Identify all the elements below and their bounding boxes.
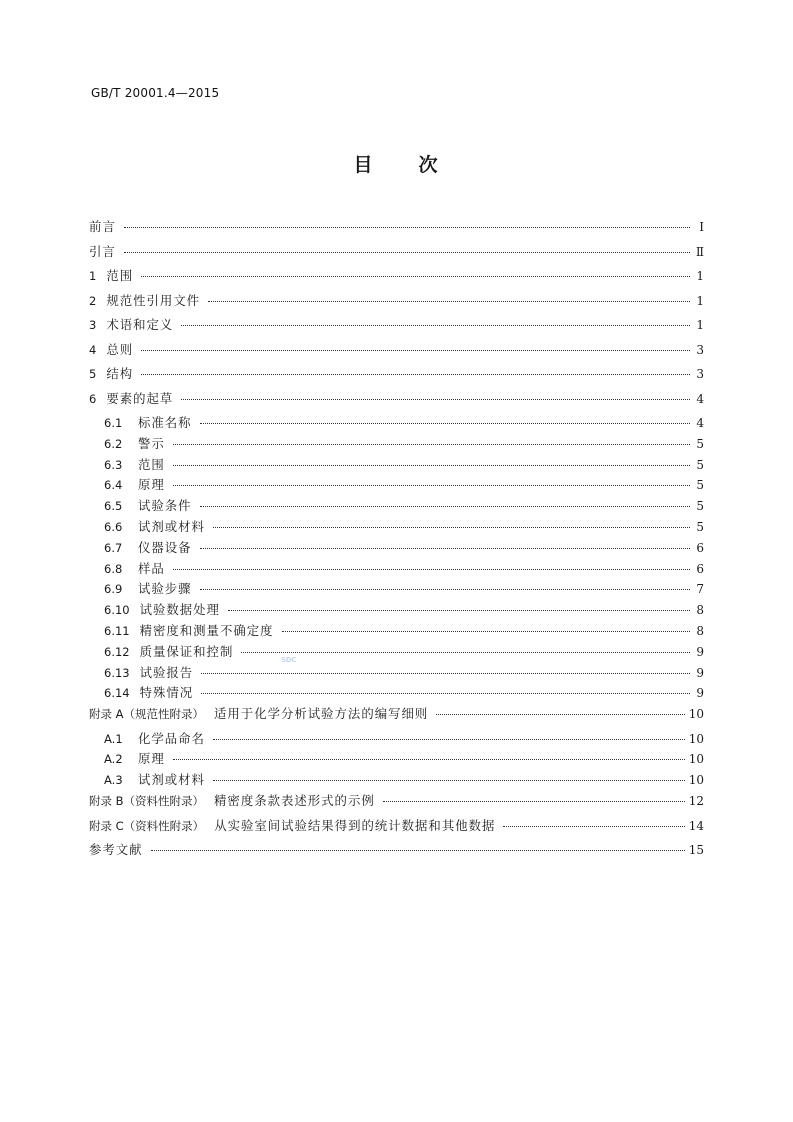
- toc-entry-number: 6: [89, 391, 97, 406]
- toc-entry-label: 化学品命名: [138, 730, 205, 746]
- toc-entry-label: 仪器设备: [138, 539, 192, 555]
- toc-entry-number: 6.1: [104, 416, 123, 430]
- dot-leader: [208, 301, 690, 302]
- dot-leader: [200, 548, 690, 549]
- toc-entry[interactable]: [89, 749, 704, 770]
- dot-leader: [151, 850, 685, 851]
- toc-entry-number: 附录 A（规范性附录）: [89, 707, 205, 722]
- dot-leader: [141, 374, 690, 375]
- toc-entry-number: 4: [89, 342, 97, 357]
- table-of-contents: [89, 217, 704, 865]
- toc-entry-label: 质量保证和控制: [139, 643, 234, 659]
- toc-entry-page: 5: [696, 478, 704, 493]
- toc-entry-number: 6.8: [104, 561, 123, 576]
- toc-entry[interactable]: [89, 291, 704, 316]
- toc-entry-number: 5: [89, 367, 97, 381]
- dot-leader: [282, 631, 690, 632]
- toc-entry-page: 4: [696, 416, 704, 430]
- toc-entry[interactable]: [89, 683, 704, 704]
- toc-entry-page: 10: [688, 773, 704, 788]
- toc-entry-label: 结构: [106, 366, 134, 381]
- toc-entry-label: 参考文献: [89, 842, 143, 858]
- title-char-2: 次: [418, 154, 440, 176]
- toc-entry-number: 6.12: [104, 644, 130, 659]
- toc-entry[interactable]: [89, 770, 704, 791]
- toc-entry[interactable]: [89, 791, 704, 816]
- toc-entry[interactable]: [89, 455, 704, 476]
- dot-leader: [503, 826, 684, 827]
- toc-entry-page: 9: [696, 644, 704, 659]
- toc-entry-page: 3: [696, 342, 704, 357]
- toc-entry-number: 1: [89, 269, 97, 283]
- toc-entry-page: 1: [696, 269, 704, 283]
- dot-leader: [141, 350, 690, 351]
- toc-entry-page: 5: [696, 436, 704, 451]
- toc-entry-page: 8: [696, 603, 704, 618]
- toc-entry-label: 样品: [138, 560, 165, 576]
- toc-entry[interactable]: [89, 413, 704, 434]
- dot-leader: [124, 252, 690, 253]
- toc-entry-label: 术语和定义: [106, 317, 174, 332]
- toc-entry[interactable]: [89, 538, 704, 559]
- dot-leader: [228, 610, 690, 611]
- dot-leader: [200, 506, 690, 507]
- toc-entry-number: 3: [89, 318, 97, 332]
- dot-leader: [383, 801, 685, 802]
- toc-entry-label: 引言: [89, 243, 116, 259]
- toc-entry[interactable]: [89, 517, 704, 538]
- toc-entry[interactable]: [89, 559, 704, 580]
- toc-entry-label: 范围: [138, 456, 165, 472]
- toc-entry-number: A.3: [104, 773, 123, 788]
- toc-entry[interactable]: [89, 496, 704, 517]
- toc-entry-page: 14: [688, 818, 704, 833]
- dot-leader: [201, 693, 690, 694]
- toc-entry[interactable]: [89, 840, 704, 865]
- toc-entry-label: 精密度条款表述形式的示例: [214, 793, 375, 809]
- toc-entry-page: 10: [688, 707, 704, 722]
- dot-leader: [181, 325, 690, 326]
- toc-entry-label: 总则: [106, 341, 134, 357]
- toc-entry-label: 警示: [138, 435, 165, 451]
- toc-entry-page: 10: [688, 731, 704, 746]
- toc-entry-label: 试验步骤: [138, 581, 192, 597]
- toc-entry-page: 15: [688, 843, 704, 858]
- dot-leader: [200, 423, 690, 424]
- toc-entry-number: 6.14: [104, 686, 130, 701]
- toc-entry-number: 2: [89, 293, 97, 308]
- toc-entry-page: 9: [696, 686, 704, 701]
- toc-entry[interactable]: [89, 816, 704, 841]
- toc-entry-number: 6.2: [104, 436, 123, 451]
- toc-entry-label: 试剂或材料: [138, 518, 205, 534]
- toc-entry[interactable]: [89, 434, 704, 455]
- toc-entry-number: 6.11: [104, 623, 130, 638]
- toc-entry-number: 6.3: [104, 457, 123, 472]
- toc-entry[interactable]: [89, 315, 704, 340]
- dot-leader: [200, 589, 690, 590]
- toc-entry[interactable]: [89, 364, 704, 389]
- dot-leader: [173, 485, 690, 486]
- toc-entry-label: 试验数据处理: [139, 602, 220, 618]
- toc-entry-page: 6: [696, 540, 704, 555]
- toc-entry-label: 精密度和测量不确定度: [139, 622, 274, 638]
- dot-leader: [213, 527, 690, 528]
- dot-leader: [173, 569, 690, 570]
- toc-entry-label: 规范性引用文件: [106, 292, 201, 308]
- toc-entry-label: 从实验室间试验结果得到的统计数据和其他数据: [214, 817, 496, 833]
- toc-entry[interactable]: [89, 729, 704, 750]
- toc-entry-page: 5: [696, 519, 704, 534]
- toc-entry-label: 特殊情况: [139, 685, 194, 701]
- toc-entry-number: A.1: [104, 731, 123, 746]
- watermark-logo: SDC: [281, 656, 297, 664]
- toc-entry-page: Ⅱ: [695, 244, 704, 259]
- dot-leader: [241, 652, 690, 653]
- dot-leader: [124, 227, 690, 228]
- toc-entry-label: 前言: [89, 219, 116, 234]
- toc-entry-page: 5: [696, 499, 704, 514]
- toc-entry-number: 6.9: [104, 582, 123, 597]
- dot-leader: [181, 399, 690, 400]
- toc-entry-number: 6.10: [104, 603, 130, 618]
- toc-entry[interactable]: [89, 266, 704, 291]
- toc-entry-label: 适用于化学分析试验方法的编写细则: [214, 706, 429, 722]
- document-code: GB/T 20001.4—2015: [91, 86, 220, 100]
- toc-entry-page: Ⅰ: [699, 220, 704, 234]
- toc-entry-page: 5: [696, 457, 704, 472]
- toc-entry-number: 6.4: [104, 478, 123, 493]
- toc-entry-page: 1: [696, 318, 704, 332]
- toc-entry-label: 试验条件: [138, 498, 192, 514]
- toc-entry[interactable]: [89, 340, 704, 365]
- toc-entry-number: 附录 B（资料性附录）: [89, 794, 205, 809]
- toc-entry[interactable]: [89, 663, 704, 684]
- toc-entry-number: 6.5: [104, 499, 123, 514]
- toc-entry-page: 9: [696, 665, 704, 680]
- toc-entry-label: 原理: [138, 751, 165, 767]
- toc-entry[interactable]: [89, 389, 704, 414]
- toc-entry-label: 试验报告: [139, 664, 194, 680]
- dot-leader: [213, 780, 685, 781]
- toc-entry-label: 范围: [106, 268, 134, 283]
- page-title: [0, 150, 793, 177]
- toc-entry-number: A.2: [104, 752, 123, 767]
- toc-entry-number: 6.13: [104, 665, 130, 680]
- dot-leader: [141, 276, 690, 277]
- toc-entry-number: 6.7: [104, 540, 123, 555]
- toc-entry[interactable]: [89, 600, 704, 621]
- dot-leader: [213, 739, 685, 740]
- toc-entry-label: 原理: [138, 477, 165, 493]
- title-char-1: 目: [353, 154, 375, 176]
- dot-leader: [173, 759, 685, 760]
- toc-entry[interactable]: [89, 704, 704, 729]
- dot-leader: [173, 444, 690, 445]
- toc-entry-page: 10: [688, 752, 704, 767]
- toc-entry-page: 7: [696, 582, 704, 597]
- toc-entry-page: 4: [696, 391, 704, 406]
- toc-entry-label: 要素的起草: [106, 390, 174, 406]
- dot-leader: [201, 673, 690, 674]
- toc-entry[interactable]: [89, 621, 704, 642]
- toc-entry-page: 1: [696, 293, 704, 308]
- toc-entry-page: 8: [696, 623, 704, 638]
- toc-entry[interactable]: [89, 217, 704, 242]
- toc-entry-page: 12: [688, 794, 704, 809]
- toc-entry-page: 6: [696, 561, 704, 576]
- toc-entry[interactable]: [89, 475, 704, 496]
- toc-entry-label: 试剂或材料: [138, 772, 205, 788]
- toc-entry[interactable]: [89, 642, 704, 663]
- toc-entry-label: 标准名称: [138, 415, 192, 430]
- dot-leader: [436, 714, 684, 715]
- toc-entry-page: 3: [696, 367, 704, 381]
- toc-entry-number: 附录 C（资料性附录）: [89, 818, 205, 833]
- dot-leader: [173, 465, 690, 466]
- toc-entry[interactable]: [89, 579, 704, 600]
- toc-entry-number: 6.6: [104, 519, 123, 534]
- toc-entry[interactable]: [89, 242, 704, 267]
